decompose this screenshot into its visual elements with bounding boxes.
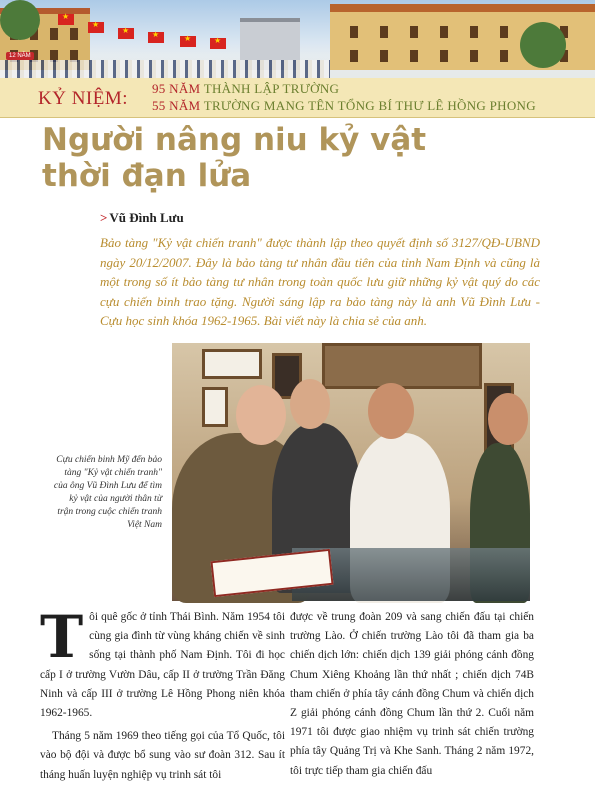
anniversary-line-2 <box>152 98 536 114</box>
flag-icon <box>210 38 226 49</box>
anniversary-text-1: THÀNH LẬP TRƯỜNG <box>203 81 340 96</box>
banner-tree <box>0 0 40 40</box>
photo-caption: Cựu chiến binh Mỹ đến bảo tàng "Kỷ vật chiến tranh" của ông Vũ Đình Lưu để tìm kỷ vật của người thân từ trận trong cuộc chiến tranh Việt Nam <box>53 455 162 530</box>
flag-icon <box>180 36 196 47</box>
anniversary-years-95: 95 NĂM <box>152 81 201 96</box>
article-title-line-1: Người nâng niu kỷ vật <box>42 122 427 158</box>
photo-person-head <box>290 379 330 429</box>
flag-icon <box>118 28 134 39</box>
photo-person-head <box>236 385 286 445</box>
anniversary-strip <box>0 78 595 118</box>
banner-crowd <box>0 60 330 78</box>
author-byline <box>100 210 184 226</box>
photo-wall-frame <box>202 387 228 427</box>
author-name: Vũ Đình Lưu <box>109 210 184 225</box>
anniversary-line-1 <box>152 81 339 97</box>
flag-icon <box>88 22 104 33</box>
article-title-line-2: thời đạn lửa <box>42 158 252 194</box>
body-paragraph: được về trung đoàn 209 và sang chiến đấu tại chiến trường Lào. Ở chiến trường Lào tôi đã tham gia ba chiến dịch lớn: chiến dịch 139 giải phóng cánh đồng Chum Xiêng Khoảng lần thứ nhất ; chiến dịch 74B tham chiến ở phía tây cánh đồng Chum và chiến dịch Z giải phóng cánh đồng Chum lần thứ 2. Cuối năm 1971 tôi được giao nhiệm vụ trinh sát chiến trường phía tây Quảng Trị và Khe Sanh. Tháng 2 năm 1972, tôi trực tiếp tham gia chiến đấu <box>290 611 534 777</box>
drop-cap: T <box>40 603 84 671</box>
flag-icon <box>58 14 74 25</box>
photo-person-head <box>488 393 528 445</box>
banner-sign: 12 NĂM <box>6 52 34 60</box>
photo-wall-frame <box>322 343 482 389</box>
photo-wall-frame <box>202 349 262 379</box>
article-body-column-1 <box>40 603 285 785</box>
byline-marker: > <box>100 210 108 225</box>
article-body-column-2 <box>290 608 534 781</box>
anniversary-years-55: 55 NĂM <box>152 98 201 113</box>
article-photo <box>172 343 530 601</box>
anniversary-text-2: TRƯỜNG MANG TÊN TỔNG BÍ THƯ LÊ HỒNG PHONG <box>203 98 536 113</box>
flag-icon <box>148 32 164 43</box>
photo-person-head <box>368 383 414 439</box>
body-paragraph: ôi quê gốc ở tỉnh Thái Bình. Năm 1954 tôi cùng gia đình từ vùng kháng chiến về sinh sống tại thành phố Nam Định. Tôi đi học cấp I ở trường Vườn Dâu, cấp II ở trường Trần Đăng Ninh và cấp III ở trường Lê Hồng Phong niên khóa 1962-1965. <box>40 611 285 720</box>
banner-tree <box>520 22 566 68</box>
article-lead: Bảo tàng "Kỷ vật chiến tranh" được thành lập theo quyết định số 3127/QĐ-UBND ngày 20/12/2007. Đây là bảo tàng tư nhân đầu tiên của tỉnh Nam Định và cũng là một trong số ít bảo tàng tư nhân trong toàn quốc lưu giữ những kỷ vật quý do các cựu chiến binh trao tặng. Người sáng lập ra bảo tàng này là anh Vũ Đình Lưu - Cựu học sinh khóa 1962-1965. Bài viết này là chia sẻ của anh. <box>100 235 540 328</box>
article-title <box>42 122 542 194</box>
header-banner-image <box>0 0 595 78</box>
anniversary-label: KỶ NIỆM: <box>38 88 129 109</box>
body-paragraph: Tháng 5 năm 1969 theo tiếng gọi của Tổ Quốc, tôi vào bộ đội và được bổ sung vào sư đoàn 312. Sau ít tháng huấn luyện nghiệp vụ trinh sát tôi <box>40 730 285 781</box>
